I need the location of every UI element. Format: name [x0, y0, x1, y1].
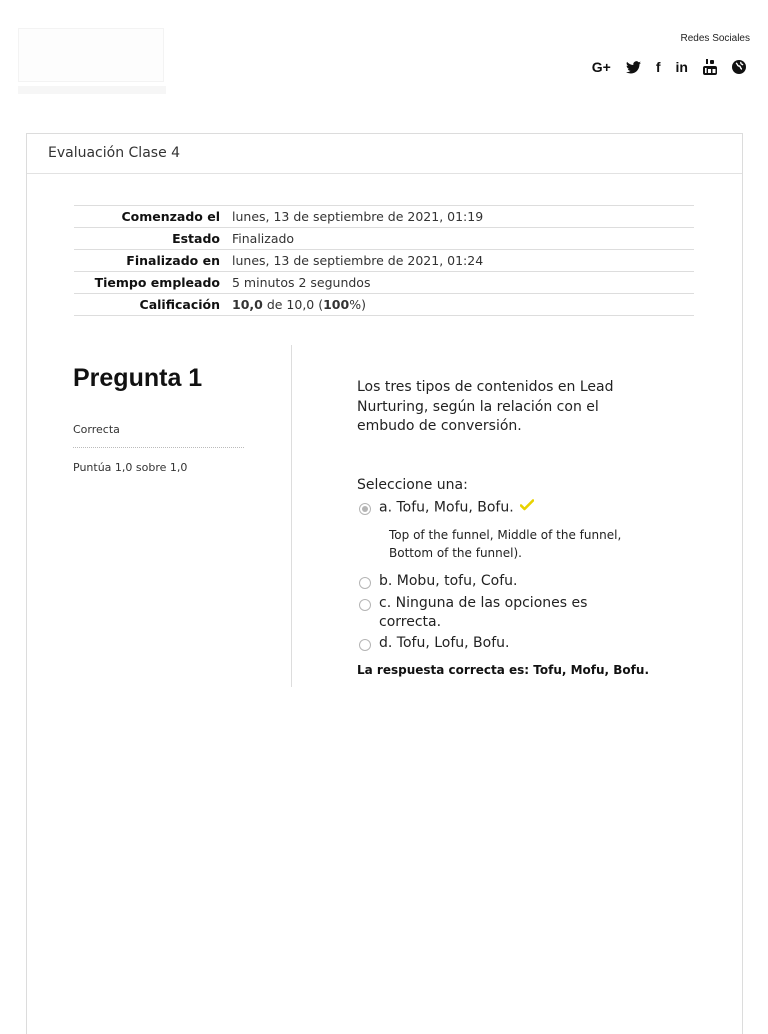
youtube-icon[interactable]: [703, 59, 717, 75]
summary-value: lunes, 13 de septiembre de 2021, 01:24: [226, 250, 694, 272]
radio-option-d[interactable]: [359, 639, 371, 651]
option-label: b. Mobu, tofu, Cofu.: [379, 573, 518, 589]
summary-label: Estado: [74, 228, 226, 250]
grade-percent-suffix: %): [349, 297, 366, 312]
check-icon: [520, 498, 534, 517]
question-state: Correcta: [73, 423, 244, 448]
radio-option-a[interactable]: [359, 503, 371, 515]
grade-score: 10,0: [232, 297, 263, 312]
social-icons: [592, 58, 746, 76]
google-plus-icon[interactable]: G+: [591, 59, 611, 75]
radio-option-b[interactable]: [359, 577, 371, 589]
column-divider: [291, 345, 292, 687]
answer-option-c: [357, 594, 617, 632]
correct-answer-text: La respuesta correcta es: Tofu, Mofu, Bofu.: [357, 663, 649, 677]
grade-percent: 100: [323, 297, 350, 312]
summary-value: 5 minutos 2 segundos: [226, 272, 694, 294]
social-label: Redes Sociales: [680, 33, 750, 44]
answer-option-b: [357, 572, 657, 591]
summary-value: Finalizado: [226, 228, 694, 250]
answer-prompt: Seleccione una:: [357, 477, 468, 493]
summary-row: [74, 206, 694, 228]
summary-label: Finalizado en: [74, 250, 226, 272]
summary-row: [74, 250, 694, 272]
answer-option-a: [357, 498, 657, 518]
summary-label: Calificación: [74, 294, 226, 316]
question-text: Los tres tipos de contenidos en Lead Nurturing, según la relación con el embudo de conversión.: [357, 379, 614, 434]
question-number: Pregunta 1: [73, 364, 203, 392]
facebook-icon[interactable]: f: [655, 59, 661, 75]
attempt-summary-table: [74, 205, 694, 316]
answer-option-d: [357, 634, 657, 653]
summary-row: [74, 294, 694, 316]
globe-icon[interactable]: [732, 60, 746, 74]
summary-row: [74, 272, 694, 294]
summary-row: [74, 228, 694, 250]
option-label: d. Tofu, Lofu, Bofu.: [379, 635, 510, 651]
summary-label: Tiempo empleado: [74, 272, 226, 294]
radio-option-c[interactable]: [359, 599, 371, 611]
panel-header: [27, 134, 742, 174]
twitter-icon[interactable]: [626, 61, 641, 74]
option-label: c. Ninguna de las opciones es correcta.: [379, 595, 588, 630]
option-label: a. Tofu, Mofu, Bofu.: [379, 499, 514, 516]
site-logo[interactable]: [18, 28, 164, 82]
summary-value: lunes, 13 de septiembre de 2021, 01:19: [226, 206, 694, 228]
option-feedback: Top of the funnel, Middle of the funnel, Bottom of the funnel).: [389, 528, 622, 560]
linkedin-icon[interactable]: in: [675, 59, 688, 75]
quiz-review-panel: [26, 133, 743, 1034]
page-title: Evaluación Clase 4: [48, 145, 181, 161]
grade-value: [226, 294, 694, 316]
grade-of: de 10,0 (: [262, 297, 324, 312]
summary-label: Comenzado el: [74, 206, 226, 228]
question-info: [73, 364, 244, 474]
logo-tagline: [18, 86, 166, 94]
question-grade: Puntúa 1,0 sobre 1,0: [73, 461, 188, 474]
